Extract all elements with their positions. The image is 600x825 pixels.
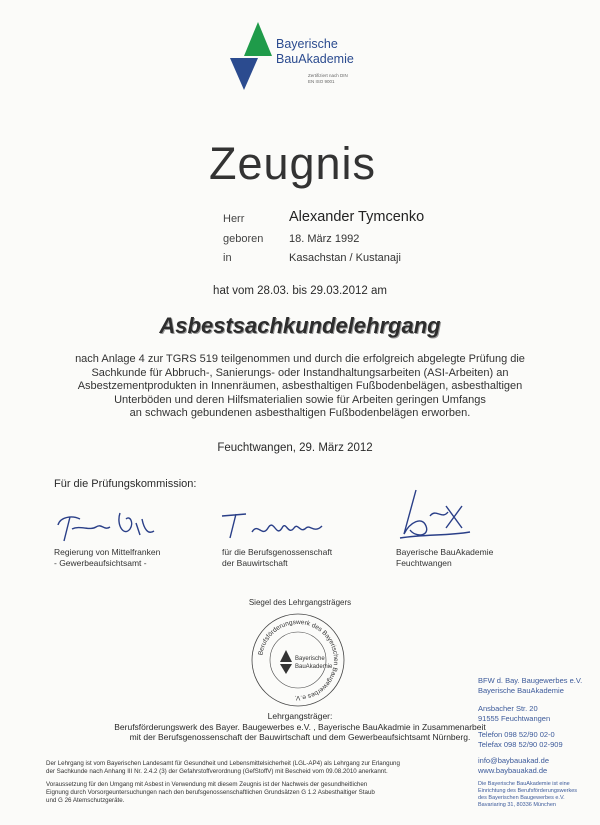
bfw-org-line2: Bayerische BauAkademie <box>478 686 564 695</box>
official-seal-icon <box>250 612 346 708</box>
signature-caption-3 <box>396 547 493 568</box>
seal-inner-line1: Bayerische <box>295 656 325 662</box>
place-and-date: Feuchtwangen, 29. März 2012 <box>217 442 373 454</box>
person-name: Alexander Tymcenko <box>289 209 425 225</box>
traeger-block <box>0 711 600 743</box>
seal-inner-line2: BauAkademie <box>295 664 333 670</box>
bfw-street: Ansbacher Str. 20 <box>478 704 538 713</box>
caption-line: der Bauwirtschaft <box>222 557 288 568</box>
note-line: des Bayerischen Baugewerbes e.V. <box>478 795 565 801</box>
bfw-city: 91555 Feuchtwangen <box>478 714 551 723</box>
label-born: geboren <box>223 233 264 245</box>
note-line: Bavariaring 31, 80336 München <box>478 802 556 808</box>
caption-line: Regierung von Mittelfranken <box>54 547 161 557</box>
bfw-phone: Telefon 098 52/90 02-0 <box>478 730 555 739</box>
document-title: Zeugnis <box>208 138 377 189</box>
birth-place: Kasachstan / Kustanaji <box>289 252 401 264</box>
caption-line: - Gewerbeaufsichtsamt - <box>54 557 147 568</box>
signature-bauakademie <box>396 486 476 544</box>
footer-line: und G 26 Atemschutzgeräte. <box>46 797 125 804</box>
label-in: in <box>223 252 232 264</box>
description-line: nach Anlage 4 zur TGRS 519 teilgenommen und durch die erfolgreich abgelegte Prüfung die <box>75 353 525 365</box>
logo-text-line2: BauAkademie <box>276 52 354 66</box>
bfw-note <box>478 781 588 809</box>
signature-caption-2 <box>222 547 332 568</box>
signature-caption-1 <box>54 547 160 568</box>
description-line: an schwach gebundenen asbesthaltigen Fußbodenbelägen erworben. <box>129 407 471 419</box>
course-dates: hat vom 28.03. bis 29.03.2012 am <box>213 285 387 297</box>
traeger-line: Berufsförderungswerk des Bayer. Baugewerbes e.V. , Bayerische BauAkadmie in Zusammenarbeit <box>114 721 486 732</box>
bfw-email[interactable]: info@baybauakad.de <box>478 756 550 765</box>
traeger-line: mit der Berufsgenossenschaft der Bauwirtschaft und dem Gewerbeaufsichtsamt Nürnberg. <box>129 732 471 742</box>
bauakademie-logo-icon <box>228 22 272 92</box>
note-line: Einrichtung des Berufsförderungswerkes <box>478 788 578 794</box>
bfw-fax: Telefax 098 52/90 02-909 <box>478 740 563 749</box>
caption-line: für die Berufsgenossenschaft <box>222 547 333 557</box>
footer-recognition <box>46 760 466 776</box>
signature-gewerbeaufsicht <box>50 505 160 545</box>
course-title: Asbestsachkundelehrgang <box>159 313 441 338</box>
seal-caption: Siegel des Lehrgangsträgers <box>248 598 352 607</box>
course-description <box>60 353 540 421</box>
bfw-org-line1: BFW d. Bay. Baugewerbes e.V. <box>478 676 583 685</box>
caption-line: Feuchtwangen <box>396 557 452 568</box>
logo-text-line1: Bayerische <box>276 37 338 51</box>
description-line: Asbestzementprodukten in Innenräumen, asbesthaltigen Fußbodenbelägen, asbesthaltigen <box>77 380 523 392</box>
seal-ring-text: Berufsförderungswerk des Bayerischen Baugewerbes e.V. <box>257 618 340 702</box>
footer-line: der Sachkunde nach Anhang III Nr. 2.4.2 (3) der Gefahrstoffverordnung (GefStoffV) mit Bescheid vom 09.08.2010 anerkannt. <box>46 768 388 775</box>
caption-line: Bayerische BauAkademie <box>396 547 494 557</box>
bfw-website[interactable]: www.baybauakad.de <box>478 766 548 775</box>
note-line: Die Bayerische BauAkademie ist eine <box>478 781 570 787</box>
footer-line: Voraussetzung für den Umgang mit Asbest in Verwendung mit diesem Zeugnis ist der Nachweis der gesundheitlichen <box>46 781 368 788</box>
logo-certification: Zertifiziert nach DIN EN ISO 9001 <box>308 73 348 84</box>
footer-line: Der Lehrgang ist vom Bayerischen Landesamt für Gesundheit und Lebensmittelsicherheit (LGL-AP4) als Lehrgang zur Erlangung <box>46 760 400 767</box>
description-line: Unterböden und deren Hilfsmaterialien sowie für Arbeiten geringen Umfangs <box>114 393 486 406</box>
footer-line: Eignung durch Vorsorgeuntersuchungen nach den berufsgenossenschaftlichen Grundsätzen G 1.2 Asbesthaltiger Staub <box>46 789 375 796</box>
description-line: Sachkunde für Abbruch-, Sanierungs- oder Instandhaltungsarbeiten (ASI-Arbeiten) an <box>91 366 509 379</box>
footer-requirements <box>46 781 466 805</box>
label-salutation: Herr <box>223 213 245 225</box>
commission-label: Für die Prüfungskommission: <box>54 478 197 490</box>
birth-date: 18. März 1992 <box>289 233 360 245</box>
traeger-label: Lehrgangsträger: <box>267 711 333 721</box>
signature-berufsgenossenschaft <box>218 508 330 544</box>
